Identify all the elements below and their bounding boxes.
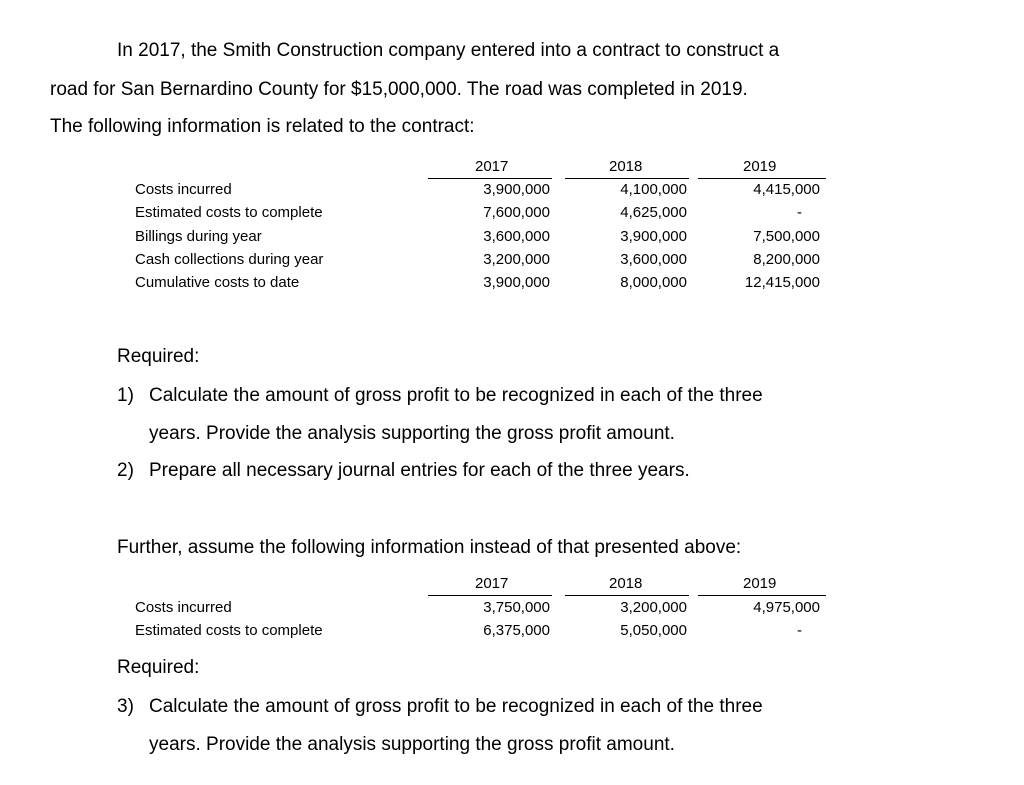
table1-cell: 3,600,000: [620, 251, 687, 268]
table1-row-label: Billings during year: [135, 228, 262, 245]
table1-cell: 7,500,000: [753, 228, 820, 245]
table2-header-rule-2017: [428, 595, 552, 596]
table2-cell: 5,050,000: [620, 622, 687, 639]
intro-line-1: In 2017, the Smith Construction company entered into a contract to construct a: [117, 40, 780, 61]
table1-cell: 3,900,000: [620, 228, 687, 245]
table1-cell: 4,625,000: [620, 204, 687, 221]
table1-cell: -: [797, 204, 802, 221]
table2-year-2018: 2018: [609, 575, 643, 592]
table1-cell: 3,600,000: [483, 228, 550, 245]
table1-row-label: Cash collections during year: [135, 251, 324, 268]
table1-cell: 4,415,000: [753, 181, 820, 198]
required-item-3-number: 3): [117, 696, 134, 717]
table2-cell: 6,375,000: [483, 622, 550, 639]
required-heading-1: Required:: [117, 346, 200, 367]
table1-year-2018: 2018: [609, 158, 643, 175]
table1-row-label: Costs incurred: [135, 181, 232, 198]
table1-cell: 3,200,000: [483, 251, 550, 268]
required-item-1-line-1: Calculate the amount of gross profit to be recognized in each of the three: [149, 385, 763, 406]
required-item-3-line-1: Calculate the amount of gross profit to be recognized in each of the three: [149, 696, 763, 717]
required-item-1-number: 1): [117, 385, 134, 406]
required-item-2-number: 2): [117, 460, 134, 481]
intro-line-2: road for San Bernardino County for $15,000,000. The road was completed in 2019.: [50, 79, 748, 100]
table1-cell: 4,100,000: [620, 181, 687, 198]
table2-cell: 4,975,000: [753, 599, 820, 616]
table1-cell: 12,415,000: [744, 274, 820, 291]
required-heading-2: Required:: [117, 657, 200, 678]
table1-cell: 8,000,000: [620, 274, 687, 291]
table1-cell: 3,900,000: [483, 274, 550, 291]
table2-year-2017: 2017: [475, 575, 509, 592]
required-item-3-line-2: years. Provide the analysis supporting the gross profit amount.: [149, 734, 675, 755]
table2-cell: 3,750,000: [483, 599, 550, 616]
required-item-1-line-2: years. Provide the analysis supporting the gross profit amount.: [149, 423, 675, 444]
table2-row-label: Costs incurred: [135, 599, 232, 616]
table1-year-2017: 2017: [475, 158, 509, 175]
required-item-2-line-1: Prepare all necessary journal entries for each of the three years.: [149, 460, 690, 481]
table1-row-label: Estimated costs to complete: [135, 204, 323, 221]
table2-row-label: Estimated costs to complete: [135, 622, 323, 639]
table1-header-rule-2017: [428, 178, 552, 179]
table1-cell: 7,600,000: [483, 204, 550, 221]
table2-cell: 3,200,000: [620, 599, 687, 616]
table1-header-rule-2018: [565, 178, 689, 179]
table2-cell: -: [797, 622, 802, 639]
table2-header-rule-2018: [565, 595, 689, 596]
table1-year-2019: 2019: [743, 158, 777, 175]
table1-header-rule-2019: [698, 178, 826, 179]
intro-line-3: The following information is related to the contract:: [50, 116, 475, 137]
table2-header-rule-2019: [698, 595, 826, 596]
table2-year-2019: 2019: [743, 575, 777, 592]
further-assumption-text: Further, assume the following information instead of that presented above:: [117, 537, 742, 558]
table1-cell: 8,200,000: [753, 251, 820, 268]
table1-row-label: Cumulative costs to date: [135, 274, 300, 291]
table1-cell: 3,900,000: [483, 181, 550, 198]
